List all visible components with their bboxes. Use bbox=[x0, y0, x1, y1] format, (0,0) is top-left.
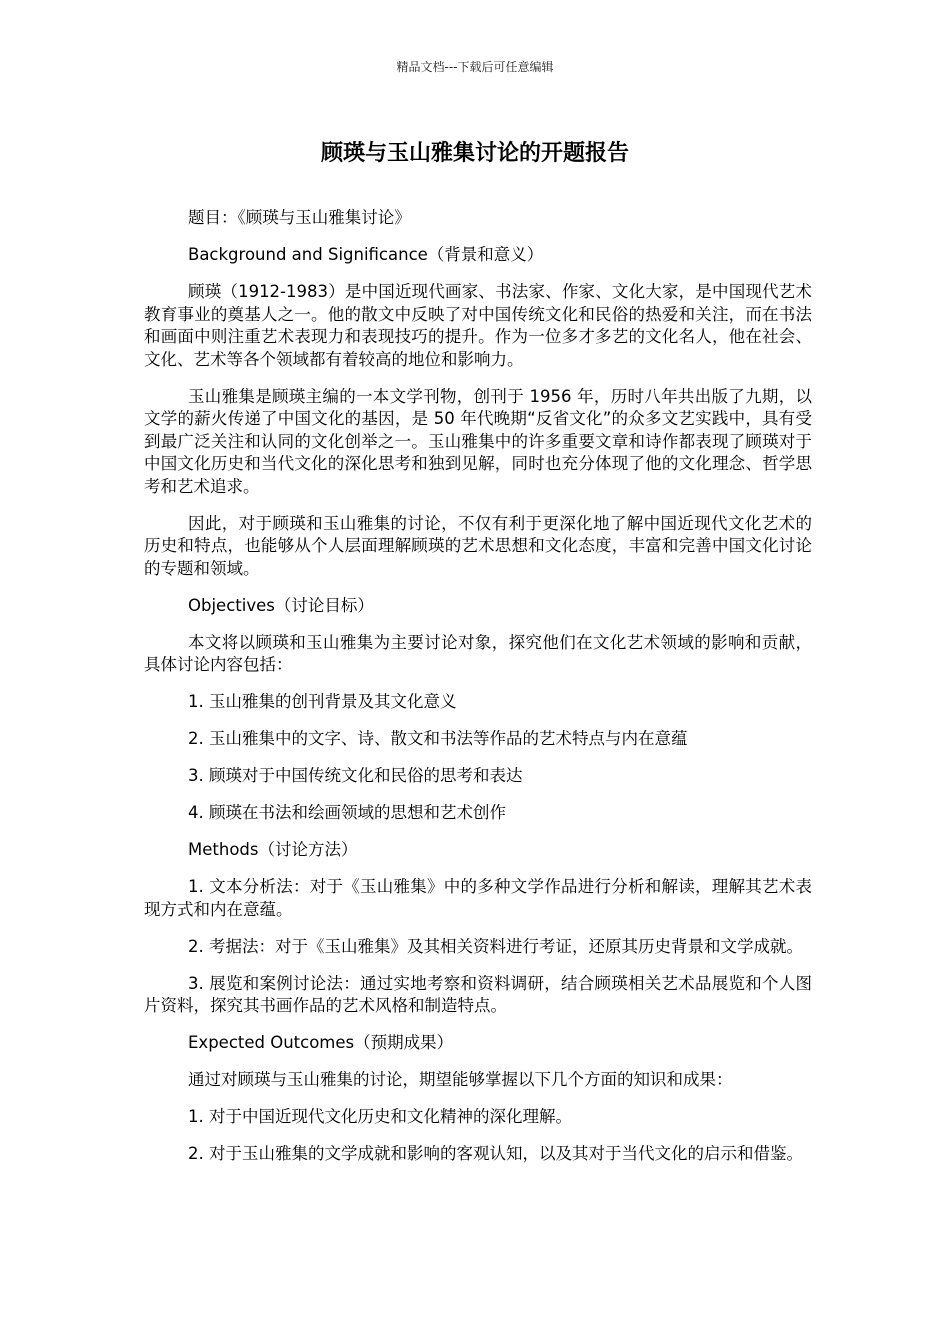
paragraph-outcomes-intro: 通过对顾瑛与玉山雅集的讨论，期望能够掌握以下几个方面的知识和成果： bbox=[188, 1070, 733, 1089]
list-item-outcome-2: 2. 对于玉山雅集的文学成就和影响的客观认知，以及其对于当代文化的启示和借鉴。 bbox=[188, 1144, 803, 1163]
list-item-objective-3: 3. 顾瑛对于中国传统文化和民俗的思考和表达 bbox=[188, 766, 523, 785]
list-item-objective-1: 1. 玉山雅集的创刊背景及其文化意义 bbox=[188, 692, 457, 711]
document-body bbox=[144, 207, 812, 1180]
section-heading-methods: Methods（讨论方法） bbox=[188, 840, 358, 859]
section-heading-outcomes: Expected Outcomes（预期成果） bbox=[188, 1033, 454, 1052]
list-item-method-2: 2. 考据法：对于《玉山雅集》及其相关资料进行考证，还原其历史背景和文学成就。 bbox=[188, 936, 803, 956]
paragraph-background-1: 顾瑛（1912-1983）是中国近现代画家、书法家、作家、文化大家，是中国现代艺术教育事业的奠基人之一。他的散文中反映了对中国传统文化和民俗的热爱和关注，而在书法和画面中则注重艺术表现力和表现技巧的提升。作为一位多才多艺的文化名人，他在社会、文化、艺术等各个领域都有着较高的地位和影响力。 bbox=[144, 282, 812, 369]
section-heading-background: Background and Significance（背景和意义） bbox=[188, 245, 544, 264]
document-title: 顾瑛与玉山雅集讨论的开题报告 bbox=[320, 141, 629, 166]
list-item-objective-4: 4. 顾瑛在书法和绘画领域的思想和艺术创作 bbox=[188, 803, 506, 822]
section-heading-objectives: Objectives（讨论目标） bbox=[188, 595, 374, 615]
topic-line: 题目：《顾瑛与玉山雅集讨论》 bbox=[188, 208, 411, 227]
list-item-objective-2: 2. 玉山雅集中的文字、诗、散文和书法等作品的艺术特点与内在意蕴 bbox=[188, 729, 688, 748]
paragraph-background-2: 玉山雅集是顾瑛主编的一本文学刊物，创刊于 1956 年，历时八年共出版了九期，以文学的薪火传递了中国文化的基因，是 50 年代晚期“反省文化”的众多文艺实践中，具有受到最广泛关注和认同的文化创举之一。玉山雅集中的许多重要文章和诗作都表现了顾瑛对于中国文化历史和当代文化的深化思考和独到见解，同时也充分体现了他的文化理念、哲学思考和艺术追求。 bbox=[144, 386, 812, 496]
header-note: 精品文档---下载后可任意编辑 bbox=[396, 60, 554, 74]
paragraph-objectives-intro: 本文将以顾瑛和玉山雅集为主要讨论对象，探究他们在文化艺术领域的影响和贡献，具体讨论内容包括： bbox=[144, 632, 812, 674]
list-item-method-3: 3. 展览和案例讨论法：通过实地考察和资料调研，结合顾瑛相关艺术品展览和个人图片资料，探究其书画作品的艺术风格和制造特点。 bbox=[144, 973, 812, 1015]
paragraph-background-3: 因此，对于顾瑛和玉山雅集的讨论，不仅有利于更深化地了解中国近现代文化艺术的历史和特点，也能够从个人层面理解顾瑛的艺术思想和文化态度，丰富和完善中国文化讨论的专题和领域。 bbox=[144, 513, 812, 578]
list-item-outcome-1: 1. 对于中国近现代文化历史和文化精神的深化理解。 bbox=[188, 1107, 572, 1126]
list-item-method-1: 1. 文本分析法：对于《玉山雅集》中的多种文学作品进行分析和解读，理解其艺术表现方式和内在意蕴。 bbox=[144, 877, 812, 919]
